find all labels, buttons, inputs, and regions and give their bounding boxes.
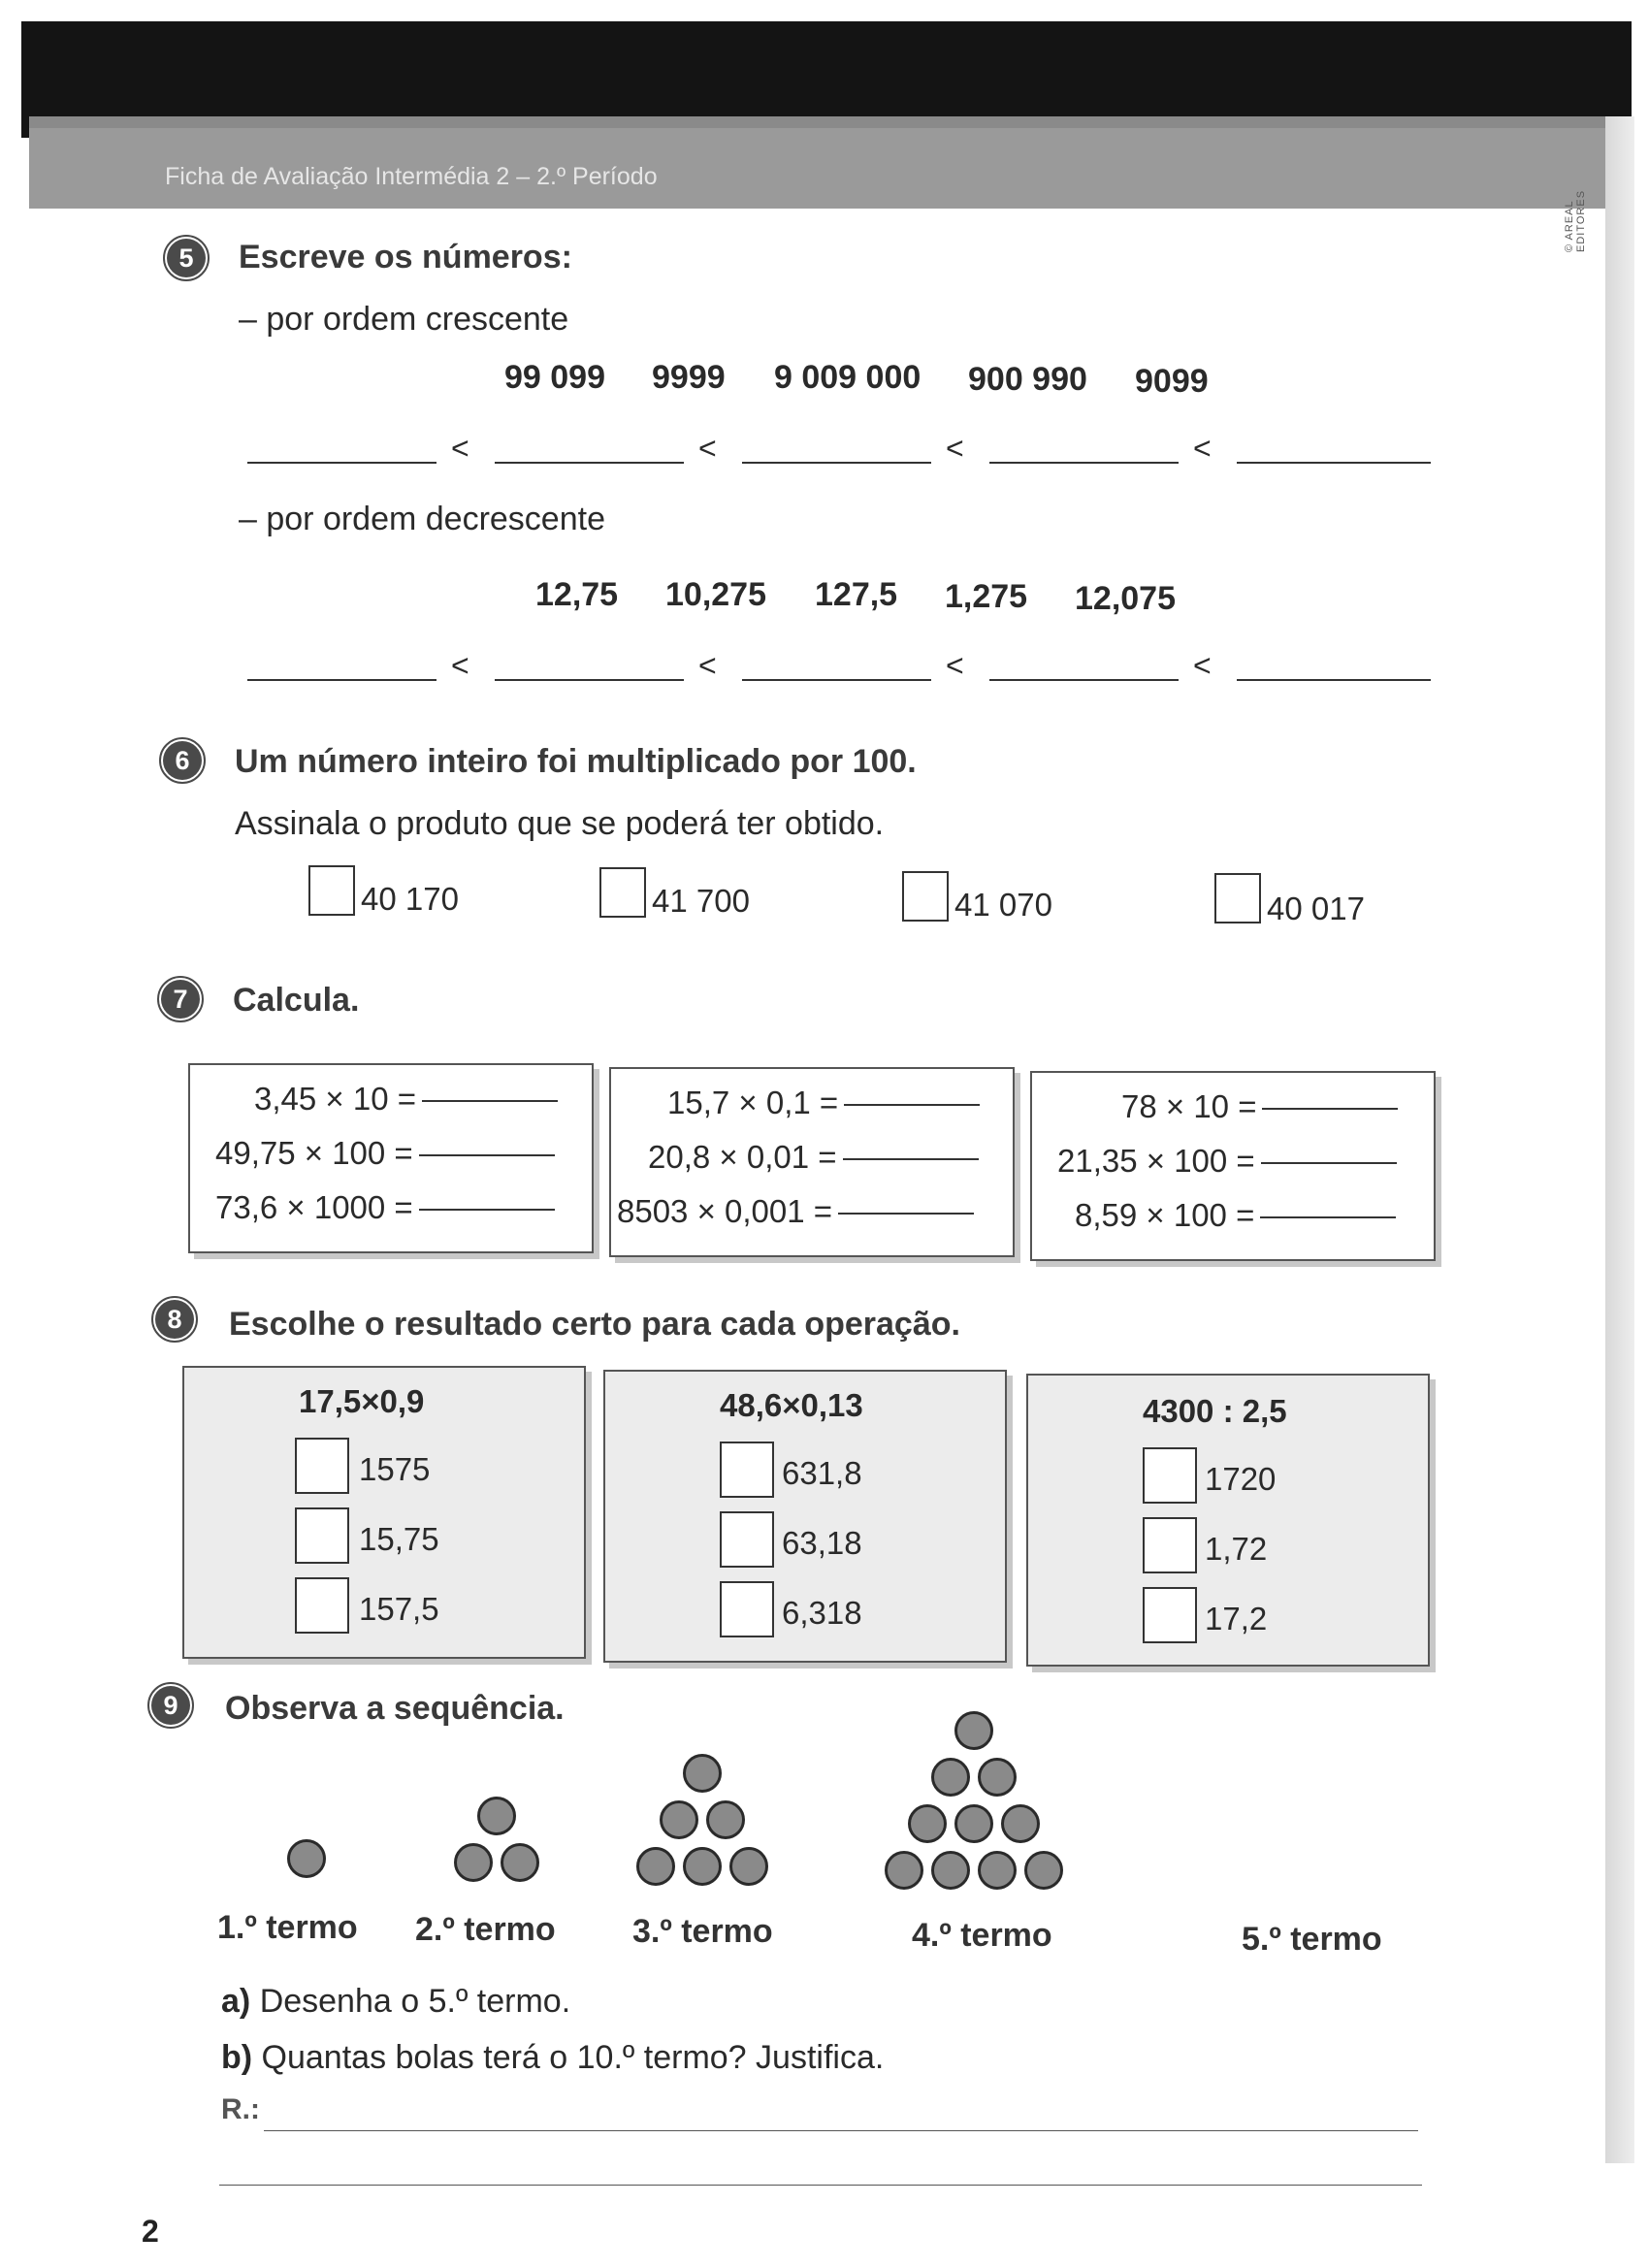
calc-line: 8503 × 0,001 = bbox=[617, 1193, 974, 1230]
calc-box-1 bbox=[188, 1063, 594, 1253]
calc-line: 20,8 × 0,01 = bbox=[648, 1139, 979, 1176]
result-checkbox[interactable] bbox=[295, 1577, 349, 1634]
sequence-ball bbox=[978, 1851, 1017, 1890]
page-number: 2 bbox=[142, 2214, 159, 2249]
calc-line: 73,6 × 1000 = bbox=[215, 1189, 555, 1226]
sequence-ball bbox=[501, 1843, 539, 1882]
desc-number-2: 10,275 bbox=[665, 576, 766, 613]
operation-box-1 bbox=[182, 1366, 586, 1659]
sequence-ball bbox=[954, 1711, 993, 1750]
result-checkbox[interactable] bbox=[295, 1507, 349, 1564]
less-than-sign: < bbox=[946, 431, 964, 466]
sequence-ball bbox=[954, 1804, 993, 1843]
term-label-3: 3.º termo bbox=[632, 1913, 773, 1950]
question-6-title: Um número inteiro foi multiplicado por 100. bbox=[235, 743, 917, 780]
desc-blank-4[interactable] bbox=[989, 679, 1179, 681]
part-b-question: b) Quantas bolas terá o 10.º termo? Justifica. bbox=[221, 2039, 885, 2076]
header-title: Ficha de Avaliação Intermédia 2 – 2.º Período bbox=[165, 163, 658, 190]
result-label: 17,2 bbox=[1205, 1601, 1268, 1636]
question-8-title: Escolhe o resultado certo para cada operação. bbox=[229, 1306, 960, 1343]
sequence-ball bbox=[931, 1851, 970, 1890]
less-than-sign: < bbox=[1193, 431, 1212, 466]
result-label: 631,8 bbox=[782, 1455, 862, 1491]
result-checkbox[interactable] bbox=[295, 1438, 349, 1494]
option-label-2: 41 700 bbox=[652, 883, 750, 919]
asc-blank-1[interactable] bbox=[247, 462, 436, 464]
option-label-3: 41 070 bbox=[954, 887, 1052, 923]
sequence-ball bbox=[477, 1797, 516, 1835]
operation-label: 48,6×0,13 bbox=[720, 1387, 863, 1423]
calc-line: 3,45 × 10 = bbox=[254, 1081, 558, 1118]
option-checkbox-1[interactable] bbox=[308, 865, 355, 916]
part-a-question: a) Desenha o 5.º termo. bbox=[221, 1983, 571, 2020]
sequence-ball bbox=[931, 1758, 970, 1797]
asc-blank-5[interactable] bbox=[1237, 462, 1431, 464]
sequence-ball bbox=[1001, 1804, 1040, 1843]
descending-label: – por ordem decrescente bbox=[239, 501, 605, 537]
less-than-sign: < bbox=[698, 431, 717, 466]
question-9-title: Observa a sequência. bbox=[225, 1690, 565, 1727]
page-edge-shadow bbox=[1605, 116, 1634, 2163]
calc-line: 15,7 × 0,1 = bbox=[667, 1085, 980, 1121]
calc-line: 8,59 × 100 = bbox=[1075, 1197, 1396, 1234]
less-than-sign: < bbox=[698, 648, 717, 683]
less-than-sign: < bbox=[946, 648, 964, 683]
desc-blank-5[interactable] bbox=[1237, 679, 1431, 681]
question-6-badge: 6 bbox=[163, 741, 202, 780]
ascending-label: – por ordem crescente bbox=[239, 301, 569, 338]
desc-number-4: 1,275 bbox=[945, 578, 1028, 615]
asc-blank-2[interactable] bbox=[495, 462, 684, 464]
option-checkbox-4[interactable] bbox=[1214, 873, 1261, 923]
result-label: 1,72 bbox=[1205, 1531, 1268, 1567]
desc-blank-1[interactable] bbox=[247, 679, 436, 681]
result-checkbox[interactable] bbox=[720, 1511, 774, 1568]
question-5-badge: 5 bbox=[167, 239, 206, 277]
desc-blank-2[interactable] bbox=[495, 679, 684, 681]
less-than-sign: < bbox=[451, 648, 469, 683]
sequence-ball bbox=[660, 1800, 698, 1839]
less-than-sign: < bbox=[451, 431, 469, 466]
operation-box-3 bbox=[1026, 1374, 1430, 1667]
question-7-title: Calcula. bbox=[233, 982, 360, 1019]
answer-label: R.: bbox=[221, 2093, 260, 2125]
result-label: 15,75 bbox=[359, 1521, 439, 1557]
desc-blank-3[interactable] bbox=[742, 679, 931, 681]
desc-number-3: 127,5 bbox=[815, 576, 898, 613]
calc-line: 78 × 10 = bbox=[1121, 1088, 1398, 1125]
operation-label: 17,5×0,9 bbox=[299, 1383, 425, 1419]
less-than-sign: < bbox=[1193, 648, 1212, 683]
calc-line: 21,35 × 100 = bbox=[1057, 1143, 1397, 1180]
asc-number-2: 9999 bbox=[652, 359, 726, 396]
asc-blank-3[interactable] bbox=[742, 462, 931, 464]
operation-label: 4300 : 2,5 bbox=[1143, 1393, 1287, 1429]
result-checkbox[interactable] bbox=[720, 1442, 774, 1498]
result-label: 6,318 bbox=[782, 1595, 862, 1631]
term-label-5: 5.º termo bbox=[1242, 1921, 1382, 1958]
result-checkbox[interactable] bbox=[720, 1581, 774, 1637]
term-label-2: 2.º termo bbox=[415, 1911, 556, 1948]
answer-line-1[interactable] bbox=[264, 2130, 1418, 2131]
question-7-badge: 7 bbox=[161, 980, 200, 1019]
sequence-ball bbox=[1024, 1851, 1063, 1890]
option-checkbox-3[interactable] bbox=[902, 871, 949, 922]
sequence-ball bbox=[729, 1847, 768, 1886]
calc-box-3 bbox=[1030, 1071, 1436, 1261]
question-6-instruction: Assinala o produto que se poderá ter obtido. bbox=[235, 805, 885, 842]
operation-box-2 bbox=[603, 1370, 1007, 1663]
answer-line-2[interactable] bbox=[219, 2185, 1422, 2186]
option-checkbox-2[interactable] bbox=[599, 867, 646, 918]
asc-number-4: 900 990 bbox=[968, 361, 1087, 398]
option-label-4: 40 017 bbox=[1267, 891, 1365, 926]
sequence-ball bbox=[683, 1847, 722, 1886]
result-label: 63,18 bbox=[782, 1525, 862, 1561]
result-checkbox[interactable] bbox=[1143, 1447, 1197, 1504]
sequence-ball bbox=[978, 1758, 1017, 1797]
sequence-ball bbox=[683, 1754, 722, 1793]
asc-blank-4[interactable] bbox=[989, 462, 1179, 464]
result-label: 1575 bbox=[359, 1451, 431, 1487]
result-label: 157,5 bbox=[359, 1591, 439, 1627]
asc-number-5: 9099 bbox=[1135, 363, 1209, 400]
calc-box-2 bbox=[609, 1067, 1015, 1257]
copyright-notice: © AREAL EDITORES bbox=[1564, 189, 1587, 252]
result-checkbox[interactable] bbox=[1143, 1517, 1197, 1573]
result-label: 1720 bbox=[1205, 1461, 1277, 1497]
sequence-ball bbox=[706, 1800, 745, 1839]
sequence-ball bbox=[287, 1839, 326, 1878]
sequence-ball bbox=[908, 1804, 947, 1843]
desc-number-1: 12,75 bbox=[535, 576, 619, 613]
asc-number-1: 99 099 bbox=[504, 359, 605, 396]
option-label-1: 40 170 bbox=[361, 881, 459, 917]
asc-number-3: 9 009 000 bbox=[774, 359, 922, 396]
sequence-ball bbox=[636, 1847, 675, 1886]
sequence-ball bbox=[454, 1843, 493, 1882]
term-label-4: 4.º termo bbox=[912, 1917, 1052, 1954]
term-label-1: 1.º termo bbox=[217, 1909, 358, 1946]
question-5-title: Escreve os números: bbox=[239, 239, 572, 275]
result-checkbox[interactable] bbox=[1143, 1587, 1197, 1643]
sequence-ball bbox=[885, 1851, 923, 1890]
question-8-badge: 8 bbox=[155, 1300, 194, 1339]
calc-line: 49,75 × 100 = bbox=[215, 1135, 555, 1172]
desc-number-5: 12,075 bbox=[1075, 580, 1176, 617]
question-9-badge: 9 bbox=[151, 1686, 190, 1725]
